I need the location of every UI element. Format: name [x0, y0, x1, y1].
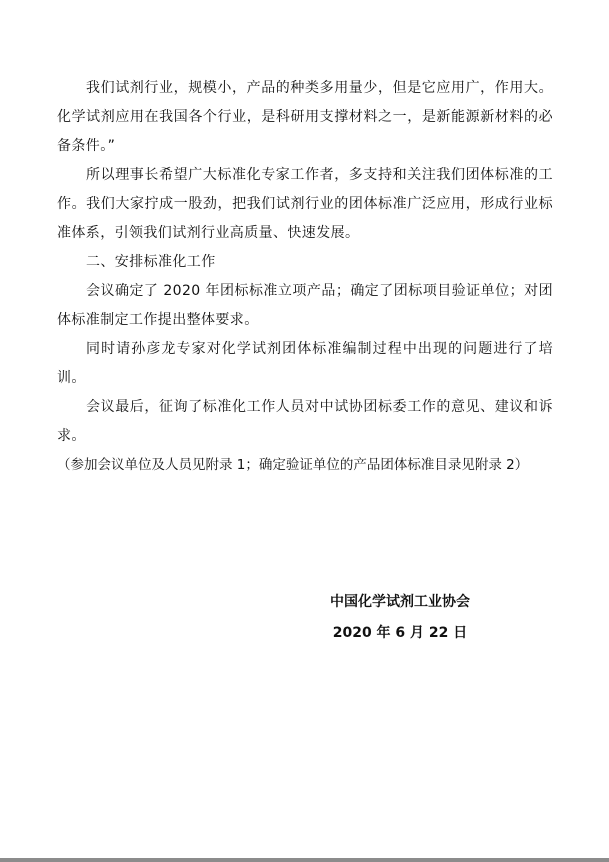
- signature-date: 2020 年 6 月 22 日: [332, 625, 468, 641]
- signature-organization: 中国化学试剂工业协会: [330, 594, 470, 610]
- appendix-note: （参加会议单位及人员见附录 1；确定验证单位的产品团体标准目录见附录 2）: [57, 457, 529, 473]
- page-bottom-edge: [0, 858, 609, 862]
- paragraph-meeting-decisions: 会议确定了 2020 年团标标准立项产品；确定了团标项目验证单位；对团体标准制定工作提出整体要求。: [57, 283, 553, 328]
- paragraph-expert-training: 同时请孙彦龙专家对化学试剂团体标准编制过程中出现的问题进行了培训。: [57, 341, 553, 386]
- section-heading-standardization-work: 二、安排标准化工作: [86, 254, 216, 270]
- paragraph-meeting-closing: 会议最后，征询了标准化工作人员对中试协团标委工作的意见、建议和诉求。: [57, 399, 553, 444]
- document-body: [57, 74, 553, 480]
- paragraph-chairman-appeal: 所以理事长希望广大标准化专家工作者，多支持和关注我们团体标准的工作。我们大家拧成一股劲，把我们试剂行业的团体标准广泛应用，形成行业标准体系，引领我们试剂行业高质量、快速发展。: [57, 167, 553, 241]
- signature-block: [300, 588, 500, 648]
- paragraph-industry-importance: 我们试剂行业，规模小，产品的种类多用量少，但是它应用广，作用大。化学试剂应用在我国各个行业，是科研用支撑材料之一，是新能源新材料的必备条件。”: [57, 80, 553, 154]
